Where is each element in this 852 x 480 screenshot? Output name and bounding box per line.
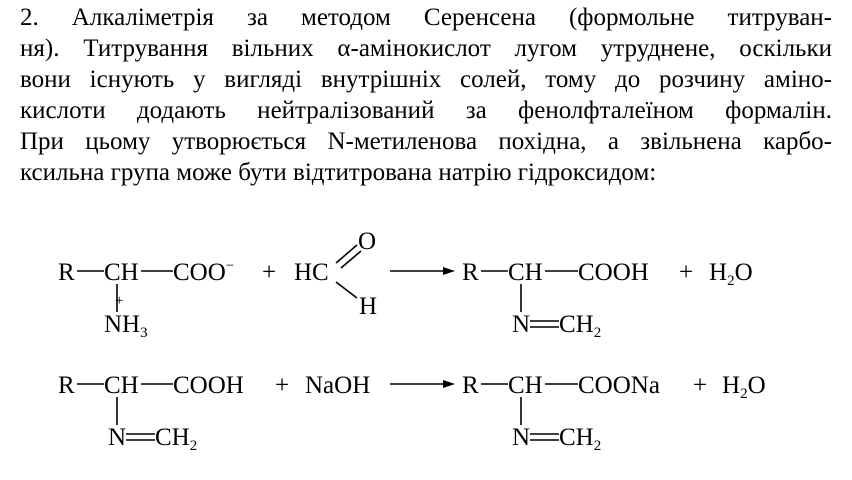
product-ch-group: CH bbox=[508, 259, 543, 286]
formaldehyde-hc: HC bbox=[294, 259, 329, 286]
methylene-group: $CH_2$ bbox=[155, 424, 198, 454]
product-carboxyl-group: COOH bbox=[578, 259, 649, 286]
paragraph-line: вони існують у вигляді внутрішніх солей, тому до розчину аміно- bbox=[20, 66, 832, 93]
product-methylene: $CH_2$ bbox=[559, 424, 602, 454]
negative-charge: − bbox=[225, 258, 235, 274]
product-r-group: R bbox=[462, 372, 479, 399]
formaldehyde-h: H bbox=[359, 293, 378, 320]
sodium-hydroxide: NaOH bbox=[305, 372, 371, 399]
plus-sign: + bbox=[679, 259, 694, 286]
formaldehyde-o: O bbox=[358, 228, 377, 255]
paragraph-line: кислоти додають нейтралізований за фенолфталеїном формалін. bbox=[20, 97, 832, 124]
arrow-2-head bbox=[443, 380, 455, 388]
ammonium-charge: + bbox=[115, 293, 124, 309]
water-formula: $H_2O$ bbox=[722, 372, 766, 402]
paragraph-line: 2. Алкаліметрія за методом Серенсена (формольне титруван- bbox=[20, 4, 832, 31]
water-formula: $H_2O$ bbox=[709, 259, 753, 289]
bond-c-h bbox=[336, 282, 357, 298]
product-sodium-carboxylate: COONa bbox=[578, 372, 660, 399]
ammonium-group: $NH_3$ bbox=[104, 311, 148, 341]
ch-group: CH bbox=[104, 372, 139, 399]
product-n-atom: N bbox=[512, 311, 531, 338]
product-ch-group: CH bbox=[508, 372, 543, 399]
product-r-group: R bbox=[462, 259, 479, 286]
carboxyl-group: COOH bbox=[173, 372, 244, 399]
plus-sign: + bbox=[275, 372, 290, 399]
plus-sign: + bbox=[262, 259, 277, 286]
carboxylate-group: COO− bbox=[173, 258, 235, 286]
product-methylene: $CH_2$ bbox=[559, 311, 602, 341]
product-n-atom: N bbox=[512, 424, 531, 451]
arrow-1-head bbox=[443, 267, 455, 275]
paragraph-line: ня). Титрування вільних α-амінокислот лугом утруднене, оскільки bbox=[20, 35, 832, 62]
ch-group: CH bbox=[104, 259, 139, 286]
plus-sign: + bbox=[693, 372, 708, 399]
paragraph-line: ксильна група може бути відтитрована натрію гідроксидом: bbox=[20, 159, 657, 186]
paragraph-line: При цьому утворюється N-метиленова похідна, а звільнена карбо- bbox=[20, 128, 832, 155]
r-group: R bbox=[58, 259, 75, 286]
n-atom: N bbox=[108, 424, 127, 451]
bond-c-o-1 bbox=[336, 245, 357, 263]
r-group: R bbox=[58, 372, 75, 399]
